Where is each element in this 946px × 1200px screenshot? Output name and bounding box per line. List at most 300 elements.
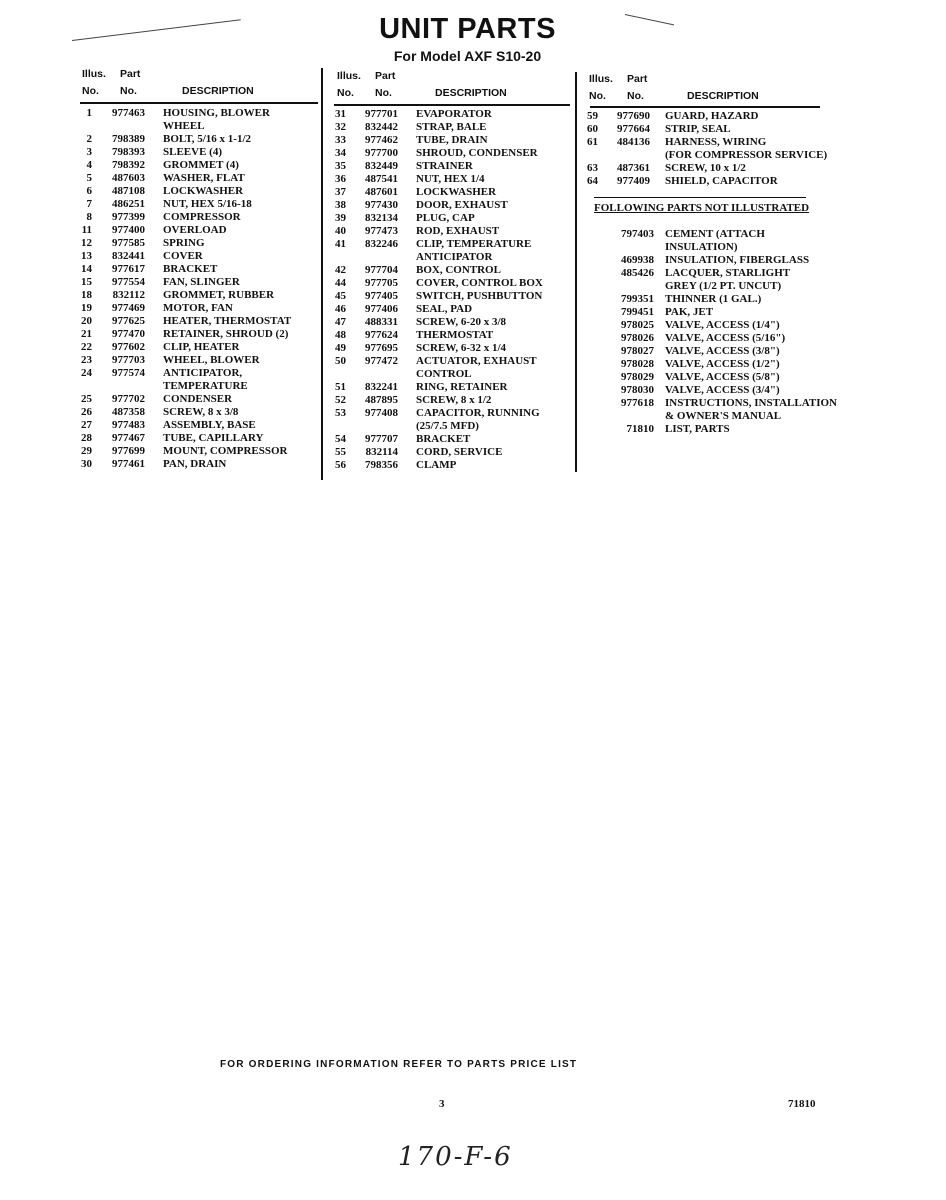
no-label: No.	[120, 85, 137, 97]
part-number: 977399	[112, 211, 145, 223]
illus-number: 45	[335, 290, 346, 302]
no-label: No.	[375, 87, 392, 99]
illus-number: 29	[81, 445, 92, 457]
table-row	[576, 306, 846, 319]
scan-mark	[625, 14, 674, 25]
part-description: CONTROL	[416, 368, 472, 380]
table-row	[70, 328, 320, 341]
divider	[321, 68, 323, 480]
illus-number: 36	[335, 173, 346, 185]
part-number: 977473	[365, 225, 398, 237]
table-row	[576, 254, 846, 267]
illus-number: 12	[81, 237, 92, 249]
divider	[590, 106, 820, 108]
illus-number: 2	[86, 133, 92, 145]
illus-number: 61	[587, 136, 598, 148]
part-number: 977463	[112, 107, 145, 119]
part-description: CONDENSER	[163, 393, 233, 405]
table-row	[70, 185, 320, 198]
illus-label: Illus.	[337, 70, 361, 82]
table-row	[576, 110, 836, 123]
no-label: No.	[82, 85, 99, 97]
part-number: 977462	[365, 134, 398, 146]
part-description: CEMENT (ATTACH	[665, 228, 765, 240]
part-number: 977408	[365, 407, 398, 419]
table-row	[324, 433, 574, 446]
part-number: 977574	[112, 367, 145, 379]
part-number: 977705	[365, 277, 398, 289]
divider	[594, 197, 806, 198]
table-row	[324, 381, 574, 394]
part-description: COVER	[163, 250, 203, 262]
table-row	[70, 341, 320, 354]
part-description: FAN, SLINGER	[163, 276, 240, 288]
illus-number: 37	[335, 186, 346, 198]
illus-number: 49	[335, 342, 346, 354]
table-row	[324, 173, 574, 186]
table-row	[324, 355, 574, 368]
illus-number: 59	[587, 110, 598, 122]
illus-number: 27	[81, 419, 92, 431]
part-description: STRIP, SEAL	[665, 123, 731, 135]
not-illustrated-heading: FOLLOWING PARTS NOT ILLUSTRATED	[594, 202, 810, 214]
part-description: PAK, JET	[665, 306, 714, 318]
table-row	[576, 384, 846, 397]
table-row	[576, 280, 846, 293]
illus-number: 20	[81, 315, 92, 327]
illus-number: 21	[81, 328, 92, 340]
illus-number: 63	[587, 162, 598, 174]
illus-number: 14	[81, 263, 92, 275]
part-description: ASSEMBLY, BASE	[163, 419, 256, 431]
part-number: 487895	[365, 394, 398, 406]
part-description: EVAPORATOR	[416, 108, 492, 120]
part-number: 977585	[112, 237, 145, 249]
part-number: 977707	[365, 433, 398, 445]
part-number: 487601	[365, 186, 398, 198]
illus-number: 23	[81, 354, 92, 366]
table-row	[70, 172, 320, 185]
table-row	[324, 459, 574, 472]
table-row	[324, 251, 574, 264]
part-description: WHEEL, BLOWER	[163, 354, 260, 366]
part-number: 832441	[112, 250, 145, 262]
illus-number: 24	[81, 367, 92, 379]
illus-number: 51	[335, 381, 346, 393]
table-row	[70, 289, 320, 302]
column3-list	[576, 110, 836, 188]
illus-number: 39	[335, 212, 346, 224]
part-number: 977469	[112, 302, 145, 314]
part-description: INSTRUCTIONS, INSTALLATION	[665, 397, 837, 409]
part-description: INSULATION)	[665, 241, 738, 253]
part-description: SCREW, 10 x 1/2	[665, 162, 746, 174]
column2-list	[324, 108, 574, 472]
table-row	[324, 277, 574, 290]
illus-label: Illus.	[589, 73, 613, 85]
ordering-note: FOR ORDERING INFORMATION REFER TO PARTS PRICE LIST	[220, 1059, 578, 1070]
table-row	[324, 368, 574, 381]
part-description: BOLT, 5/16 x 1-1/2	[163, 133, 252, 145]
handwritten-note: 170-F-6	[398, 1142, 513, 1172]
table-row	[576, 136, 836, 149]
part-description: SLEEVE (4)	[163, 146, 222, 158]
table-row	[324, 290, 574, 303]
part-number: 798392	[112, 159, 145, 171]
table-row	[70, 120, 320, 133]
part-description: THINNER (1 GAL.)	[665, 293, 762, 305]
part-number: 487361	[617, 162, 650, 174]
part-description: ANTICIPATOR,	[163, 367, 243, 379]
table-row	[324, 186, 574, 199]
illus-number: 30	[81, 458, 92, 470]
part-description: BRACKET	[163, 263, 218, 275]
part-description: VALVE, ACCESS (3/4")	[665, 384, 780, 396]
part-description: (25/7.5 MFD)	[416, 420, 479, 432]
illus-number: 64	[587, 175, 598, 187]
part-description: MOUNT, COMPRESSOR	[163, 445, 288, 457]
table-row	[70, 419, 320, 432]
table-row	[324, 147, 574, 160]
part-number: 977624	[365, 329, 398, 341]
part-description: LACQUER, STARLIGHT	[665, 267, 791, 279]
table-row	[70, 146, 320, 159]
part-number: 977695	[365, 342, 398, 354]
table-row	[70, 211, 320, 224]
table-row	[576, 162, 836, 175]
illus-number: 52	[335, 394, 346, 406]
table-row	[70, 406, 320, 419]
table-row	[70, 159, 320, 172]
illus-number: 18	[81, 289, 92, 301]
table-row	[324, 446, 574, 459]
part-number: 978030	[621, 384, 654, 396]
part-number: 977702	[112, 393, 145, 405]
table-row	[576, 423, 846, 436]
column2-header	[337, 70, 573, 102]
table-row	[324, 316, 574, 329]
table-row	[70, 224, 320, 237]
part-description: GROMMET, RUBBER	[163, 289, 275, 301]
part-description: STRAINER	[416, 160, 473, 172]
column1-list	[70, 107, 320, 471]
part-description: TUBE, DRAIN	[416, 134, 488, 146]
table-row	[576, 228, 846, 241]
part-number: 978025	[621, 319, 654, 331]
part-description: VALVE, ACCESS (1/2")	[665, 358, 780, 370]
illus-number: 41	[335, 238, 346, 250]
part-description: SHIELD, CAPACITOR	[665, 175, 778, 187]
table-row	[576, 410, 846, 423]
part-number: 977554	[112, 276, 145, 288]
part-number: 977400	[112, 224, 145, 236]
no-label: No.	[337, 87, 354, 99]
table-row	[70, 367, 320, 380]
part-number: 978027	[621, 345, 654, 357]
part-number: 71810	[626, 423, 654, 435]
table-row	[70, 237, 320, 250]
illus-number: 6	[86, 185, 92, 197]
part-number: 487541	[365, 173, 398, 185]
part-description: COMPRESSOR	[163, 211, 241, 223]
part-description: SCREW, 6-20 x 3/8	[416, 316, 507, 328]
illus-number: 55	[335, 446, 346, 458]
illus-number: 7	[86, 198, 92, 210]
part-number: 978029	[621, 371, 654, 383]
description-label: DESCRIPTION	[435, 87, 507, 99]
table-row	[324, 329, 574, 342]
no-label: No.	[627, 90, 644, 102]
part-number: 487603	[112, 172, 145, 184]
table-row	[324, 108, 574, 121]
part-number: 977664	[617, 123, 650, 135]
table-row	[70, 302, 320, 315]
table-row	[576, 332, 846, 345]
table-row	[324, 420, 574, 433]
table-row	[70, 107, 320, 120]
part-number: 977470	[112, 328, 145, 340]
part-number: 977430	[365, 199, 398, 211]
part-description: CORD, SERVICE	[416, 446, 503, 458]
part-number: 977703	[112, 354, 145, 366]
illus-number: 50	[335, 355, 346, 367]
part-description: & OWNER'S MANUAL	[665, 410, 782, 422]
table-row	[70, 250, 320, 263]
part-label: Part	[375, 70, 396, 82]
table-row	[324, 121, 574, 134]
part-description: OVERLOAD	[163, 224, 227, 236]
part-description: DOOR, EXHAUST	[416, 199, 508, 211]
illus-number: 11	[81, 224, 92, 236]
illus-number: 15	[81, 276, 92, 288]
part-number: 978028	[621, 358, 654, 370]
illus-number: 25	[81, 393, 92, 405]
part-description: COVER, CONTROL BOX	[416, 277, 543, 289]
part-number: 977602	[112, 341, 145, 353]
table-row	[324, 134, 574, 147]
part-description: CLIP, TEMPERATURE	[416, 238, 532, 250]
part-description: RING, RETAINER	[416, 381, 508, 393]
part-description: ANTICIPATOR	[416, 251, 493, 263]
part-description: SPRING	[163, 237, 205, 249]
part-number: 977618	[621, 397, 654, 409]
table-row	[70, 445, 320, 458]
part-number: 486251	[112, 198, 145, 210]
part-number: 977690	[617, 110, 650, 122]
table-row	[576, 397, 846, 410]
no-label: No.	[589, 90, 606, 102]
part-number: 832114	[365, 446, 398, 458]
part-number: 977406	[365, 303, 398, 315]
part-description: HARNESS, WIRING	[665, 136, 767, 148]
table-row	[576, 293, 846, 306]
part-number: 977625	[112, 315, 145, 327]
illus-number: 33	[335, 134, 346, 146]
part-number: 977409	[617, 175, 650, 187]
part-number: 978026	[621, 332, 654, 344]
part-number: 485426	[621, 267, 654, 279]
table-row	[324, 225, 574, 238]
divider	[334, 104, 570, 106]
illus-number: 19	[81, 302, 92, 314]
part-description: SCREW, 8 x 3/8	[163, 406, 239, 418]
part-number: 487358	[112, 406, 145, 418]
illus-number: 22	[81, 341, 92, 353]
table-row	[576, 149, 836, 162]
part-number: 977461	[112, 458, 145, 470]
part-description: SHROUD, CONDENSER	[416, 147, 538, 159]
column3-header	[589, 73, 829, 105]
table-row	[70, 432, 320, 445]
part-description: STRAP, BALE	[416, 121, 487, 133]
part-description: ACTUATOR, EXHAUST	[416, 355, 537, 367]
table-row	[70, 315, 320, 328]
table-row	[70, 393, 320, 406]
table-row	[70, 354, 320, 367]
description-label: DESCRIPTION	[687, 90, 759, 102]
illus-number: 34	[335, 147, 346, 159]
table-row	[70, 458, 320, 471]
part-description: CLAMP	[416, 459, 457, 471]
document-number: 71810	[788, 1098, 816, 1110]
not-illustrated-list	[576, 228, 846, 436]
part-description: NUT, HEX 5/16-18	[163, 198, 252, 210]
table-row	[324, 199, 574, 212]
illus-number: 42	[335, 264, 346, 276]
part-description: GROMMET (4)	[163, 159, 239, 171]
illus-number: 48	[335, 329, 346, 341]
part-description: SCREW, 8 x 1/2	[416, 394, 492, 406]
illus-number: 53	[335, 407, 346, 419]
part-description: BRACKET	[416, 433, 471, 445]
part-number: 977699	[112, 445, 145, 457]
part-number: 832246	[365, 238, 398, 250]
table-row	[324, 394, 574, 407]
part-number: 977405	[365, 290, 398, 302]
part-description: (FOR COMPRESSOR SERVICE)	[665, 149, 828, 161]
illus-label: Illus.	[82, 68, 106, 80]
part-description: PAN, DRAIN	[163, 458, 227, 470]
part-number: 487108	[112, 185, 145, 197]
illus-number: 38	[335, 199, 346, 211]
illus-number: 35	[335, 160, 346, 172]
part-number: 484136	[617, 136, 650, 148]
scan-mark	[72, 19, 241, 41]
part-description: HOUSING, BLOWER	[163, 107, 270, 119]
part-number: 977617	[112, 263, 145, 275]
part-description: TUBE, CAPILLARY	[163, 432, 264, 444]
illus-number: 60	[587, 123, 598, 135]
part-label: Part	[627, 73, 648, 85]
table-row	[576, 175, 836, 188]
part-description: WHEEL	[163, 120, 205, 132]
table-row	[70, 133, 320, 146]
part-description: CAPACITOR, RUNNING	[416, 407, 540, 419]
part-description: BOX, CONTROL	[416, 264, 501, 276]
part-number: 799451	[621, 306, 654, 318]
part-description: NUT, HEX 1/4	[416, 173, 485, 185]
part-description: HEATER, THERMOSTAT	[163, 315, 292, 327]
divider	[80, 102, 318, 104]
table-row	[576, 241, 846, 254]
part-description: SCREW, 6-32 x 1/4	[416, 342, 507, 354]
illus-number: 26	[81, 406, 92, 418]
part-description: WASHER, FLAT	[163, 172, 245, 184]
table-row	[324, 264, 574, 277]
table-row	[576, 345, 846, 358]
part-number: 977472	[365, 355, 398, 367]
illus-number: 13	[81, 250, 92, 262]
part-description: CLIP, HEATER	[163, 341, 240, 353]
part-description: INSULATION, FIBERGLASS	[665, 254, 810, 266]
part-description: SEAL, PAD	[416, 303, 473, 315]
part-number: 799351	[621, 293, 654, 305]
part-description: VALVE, ACCESS (1/4")	[665, 319, 780, 331]
table-row	[576, 358, 846, 371]
part-number: 977467	[112, 432, 145, 444]
table-row	[324, 342, 574, 355]
illus-number: 54	[335, 433, 346, 445]
table-row	[324, 238, 574, 251]
illus-number: 44	[335, 277, 346, 289]
part-number: 832241	[365, 381, 398, 393]
part-number: 977701	[365, 108, 398, 120]
page-number: 3	[439, 1098, 445, 1110]
illus-number: 31	[335, 108, 346, 120]
illus-number: 8	[86, 211, 92, 223]
table-row	[576, 371, 846, 384]
description-label: DESCRIPTION	[182, 85, 254, 97]
part-number: 798389	[112, 133, 145, 145]
part-description: THERMOSTAT	[416, 329, 494, 341]
table-row	[324, 407, 574, 420]
part-description: PLUG, CAP	[416, 212, 475, 224]
illus-number: 5	[86, 172, 92, 184]
part-number: 977483	[112, 419, 145, 431]
part-number: 832449	[365, 160, 398, 172]
part-description: GUARD, HAZARD	[665, 110, 759, 122]
table-row	[70, 198, 320, 211]
table-row	[576, 267, 846, 280]
table-row	[324, 303, 574, 316]
illus-number: 56	[335, 459, 346, 471]
part-description: LOCKWASHER	[163, 185, 244, 197]
part-number: 488331	[365, 316, 398, 328]
part-number: 798393	[112, 146, 145, 158]
part-number: 832442	[365, 121, 398, 133]
table-row	[70, 263, 320, 276]
table-row	[324, 212, 574, 225]
part-description: RETAINER, SHROUD (2)	[163, 328, 289, 340]
part-description: LOCKWASHER	[416, 186, 497, 198]
page-subtitle: For Model AXF S10-20	[393, 48, 542, 64]
part-description: SWITCH, PUSHBUTTON	[416, 290, 543, 302]
illus-number: 3	[86, 146, 92, 158]
table-row	[70, 276, 320, 289]
illus-number: 1	[86, 107, 92, 119]
table-row	[576, 123, 836, 136]
part-number: 977700	[365, 147, 398, 159]
part-description: MOTOR, FAN	[163, 302, 233, 314]
illus-number: 46	[335, 303, 346, 315]
part-label: Part	[120, 68, 141, 80]
part-number: 832134	[365, 212, 398, 224]
page-title: UNIT PARTS	[379, 13, 556, 45]
part-number: 469938	[621, 254, 654, 266]
part-description: GREY (1/2 PT. UNCUT)	[665, 280, 782, 292]
column1-header	[82, 68, 322, 100]
illus-number: 47	[335, 316, 346, 328]
